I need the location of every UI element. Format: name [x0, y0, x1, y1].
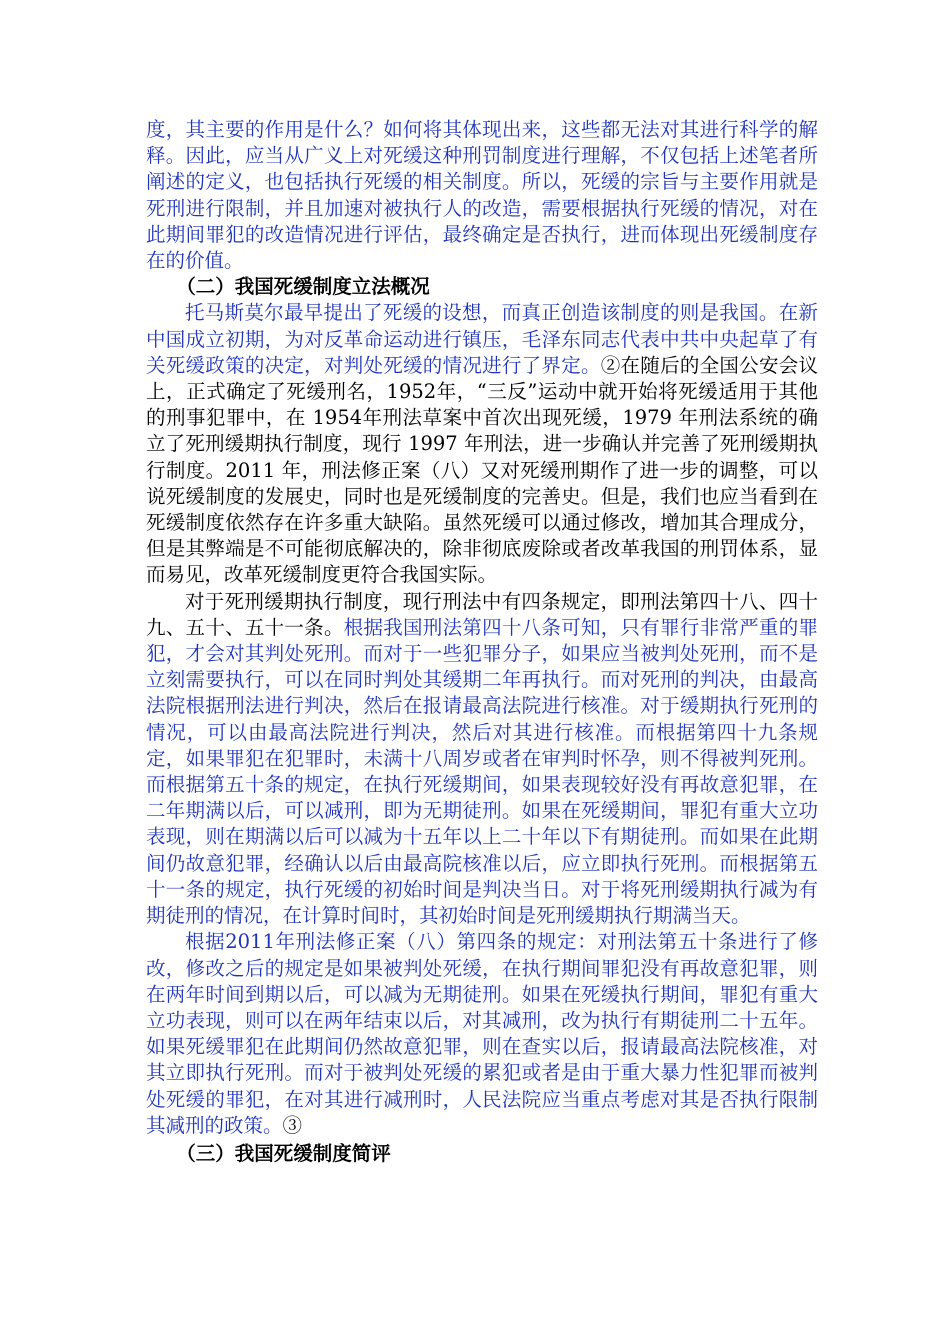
footnote-marker: ③: [282, 1113, 303, 1137]
section-heading-legislation: （二）我国死缓制度立法概况: [176, 275, 430, 299]
paragraph-current-law-blue: 根据我国刑法第四十八条可知，只有罪行非常严重的罪犯，才会对其判处死刑。而对于一些犯罪分子，如果应当被判处死刑，而不是立刻需要执行，可以在同时判处其缓期二年再执行。而对死刑的判决，由最高法院根据刑法进行判决，然后在报请最高法院进行核准。对于缓期执行死刑的情况，可以由最高法院进行判决，然后对其进行核准。而根据第四十九条规定，如果罪犯在犯罪时，未满十八周岁或者在审判时怀孕，则不得被判死刑。而根据第五十条的规定，在执行死缓期间，如果表现较好没有再故意犯罪，在二年期满以后，可以减刑，即为无期徒刑。如果在死缓期间，罪犯有重大立功表现，则在期满以后可以减为十五年以上二十年以下有期徒刑。而如果在此期间仍故意犯罪，经确认以后由最高院核准以后，应立即执行死刑。而根据第五十一条的规定，执行死缓的初始时间是判决当日。对于将死刑缓期执行减为有期徒刑的情况，在计算时间时，其初始时间是死刑缓期执行期满当天。: [146, 615, 818, 928]
paragraph-amendment-blue: 根据2011年刑法修正案（八）第四条的规定：对刑法第五十条进行了修改，修改之后的规定是如果被判处死缓，在执行期间罪犯没有再故意犯罪，则在两年时间到期以后，可以减为无期徒刑。如果在死缓执行期间，罪犯有重大立功表现，则可以在两年结束以后，对其减刑，改为执行有期徒刑二十五年。如果死缓罪犯在此期间仍然故意犯罪，则在查实以后，报请最高法院核准，对其立即执行死刑。而对于被判处死缓的累犯或者是由于重大暴力性犯罪而被判处死缓的罪犯，在对其进行减刑时，人民法院应当重点考虑对其是否执行限制其减刑的政策。: [146, 930, 818, 1137]
paragraph-legislation-history: [146, 300, 818, 588]
paragraph-amendment: [146, 929, 818, 1139]
paragraph-intro: 度，其主要的作用是什么？如何将其体现出来，这些都无法对其进行科学的解释。因此，应当从广义上对死缓这种刑罚制度进行理解，不仅包括上述笔者所阐述的定义，也包括执行死缓的相关制度。所以，死缓的宗旨与主要作用就是死刑进行限制，并且加速对被执行人的改造，需要根据执行死缓的情况，对在此期间罪犯的改造情况进行评估，最终确定是否执行，进而体现出死缓制度存在的价值。: [146, 118, 818, 273]
paragraph-legislation-history-blue: 托马斯莫尔最早提出了死缓的设想，而真正创造该制度的则是我国。在新中国成立初期，为对反革命运动进行镇压，毛泽东同志代表中共中央起草了有关死缓政策的决定，对判处死缓的情况进行了界定。: [146, 301, 818, 377]
document-page: [146, 117, 818, 1167]
section-heading-review: （三）我国死缓制度简评: [176, 1141, 391, 1165]
paragraph-current-law-black: 对于死刑缓期执行制度，现行刑法中有四条规定，即刑法第四十八、四十九、五十、五十一条。: [146, 589, 818, 639]
paragraph-current-law: [146, 589, 818, 930]
paragraph-legislation-history-black: ②在随后的全国公安会议上，正式确定了死缓刑名，1952年，“三反”运动中就开始将死缓适用于其他的刑事犯罪中，在 1954年刑法草案中首次出现死缓，1979 年刑法系统的确立了死刑缓期执行制度，现行 1997 年刑法，进一步确认并完善了死刑缓期执行制度。2011 年，刑法修正案（八）又对死缓刑期作了进一步的调整，可以说死缓制度的发展史，同时也是死缓制度的完善史。但是，我们也应当看到在死缓制度依然存在许多重大缺陷。虽然死缓可以通过修改，增加其合理成分，但是其弊端是不可能彻底解决的，除非彻底废除或者改革我国的刑罚体系，显而易见，改革死缓制度更符合我国实际。: [146, 353, 818, 587]
